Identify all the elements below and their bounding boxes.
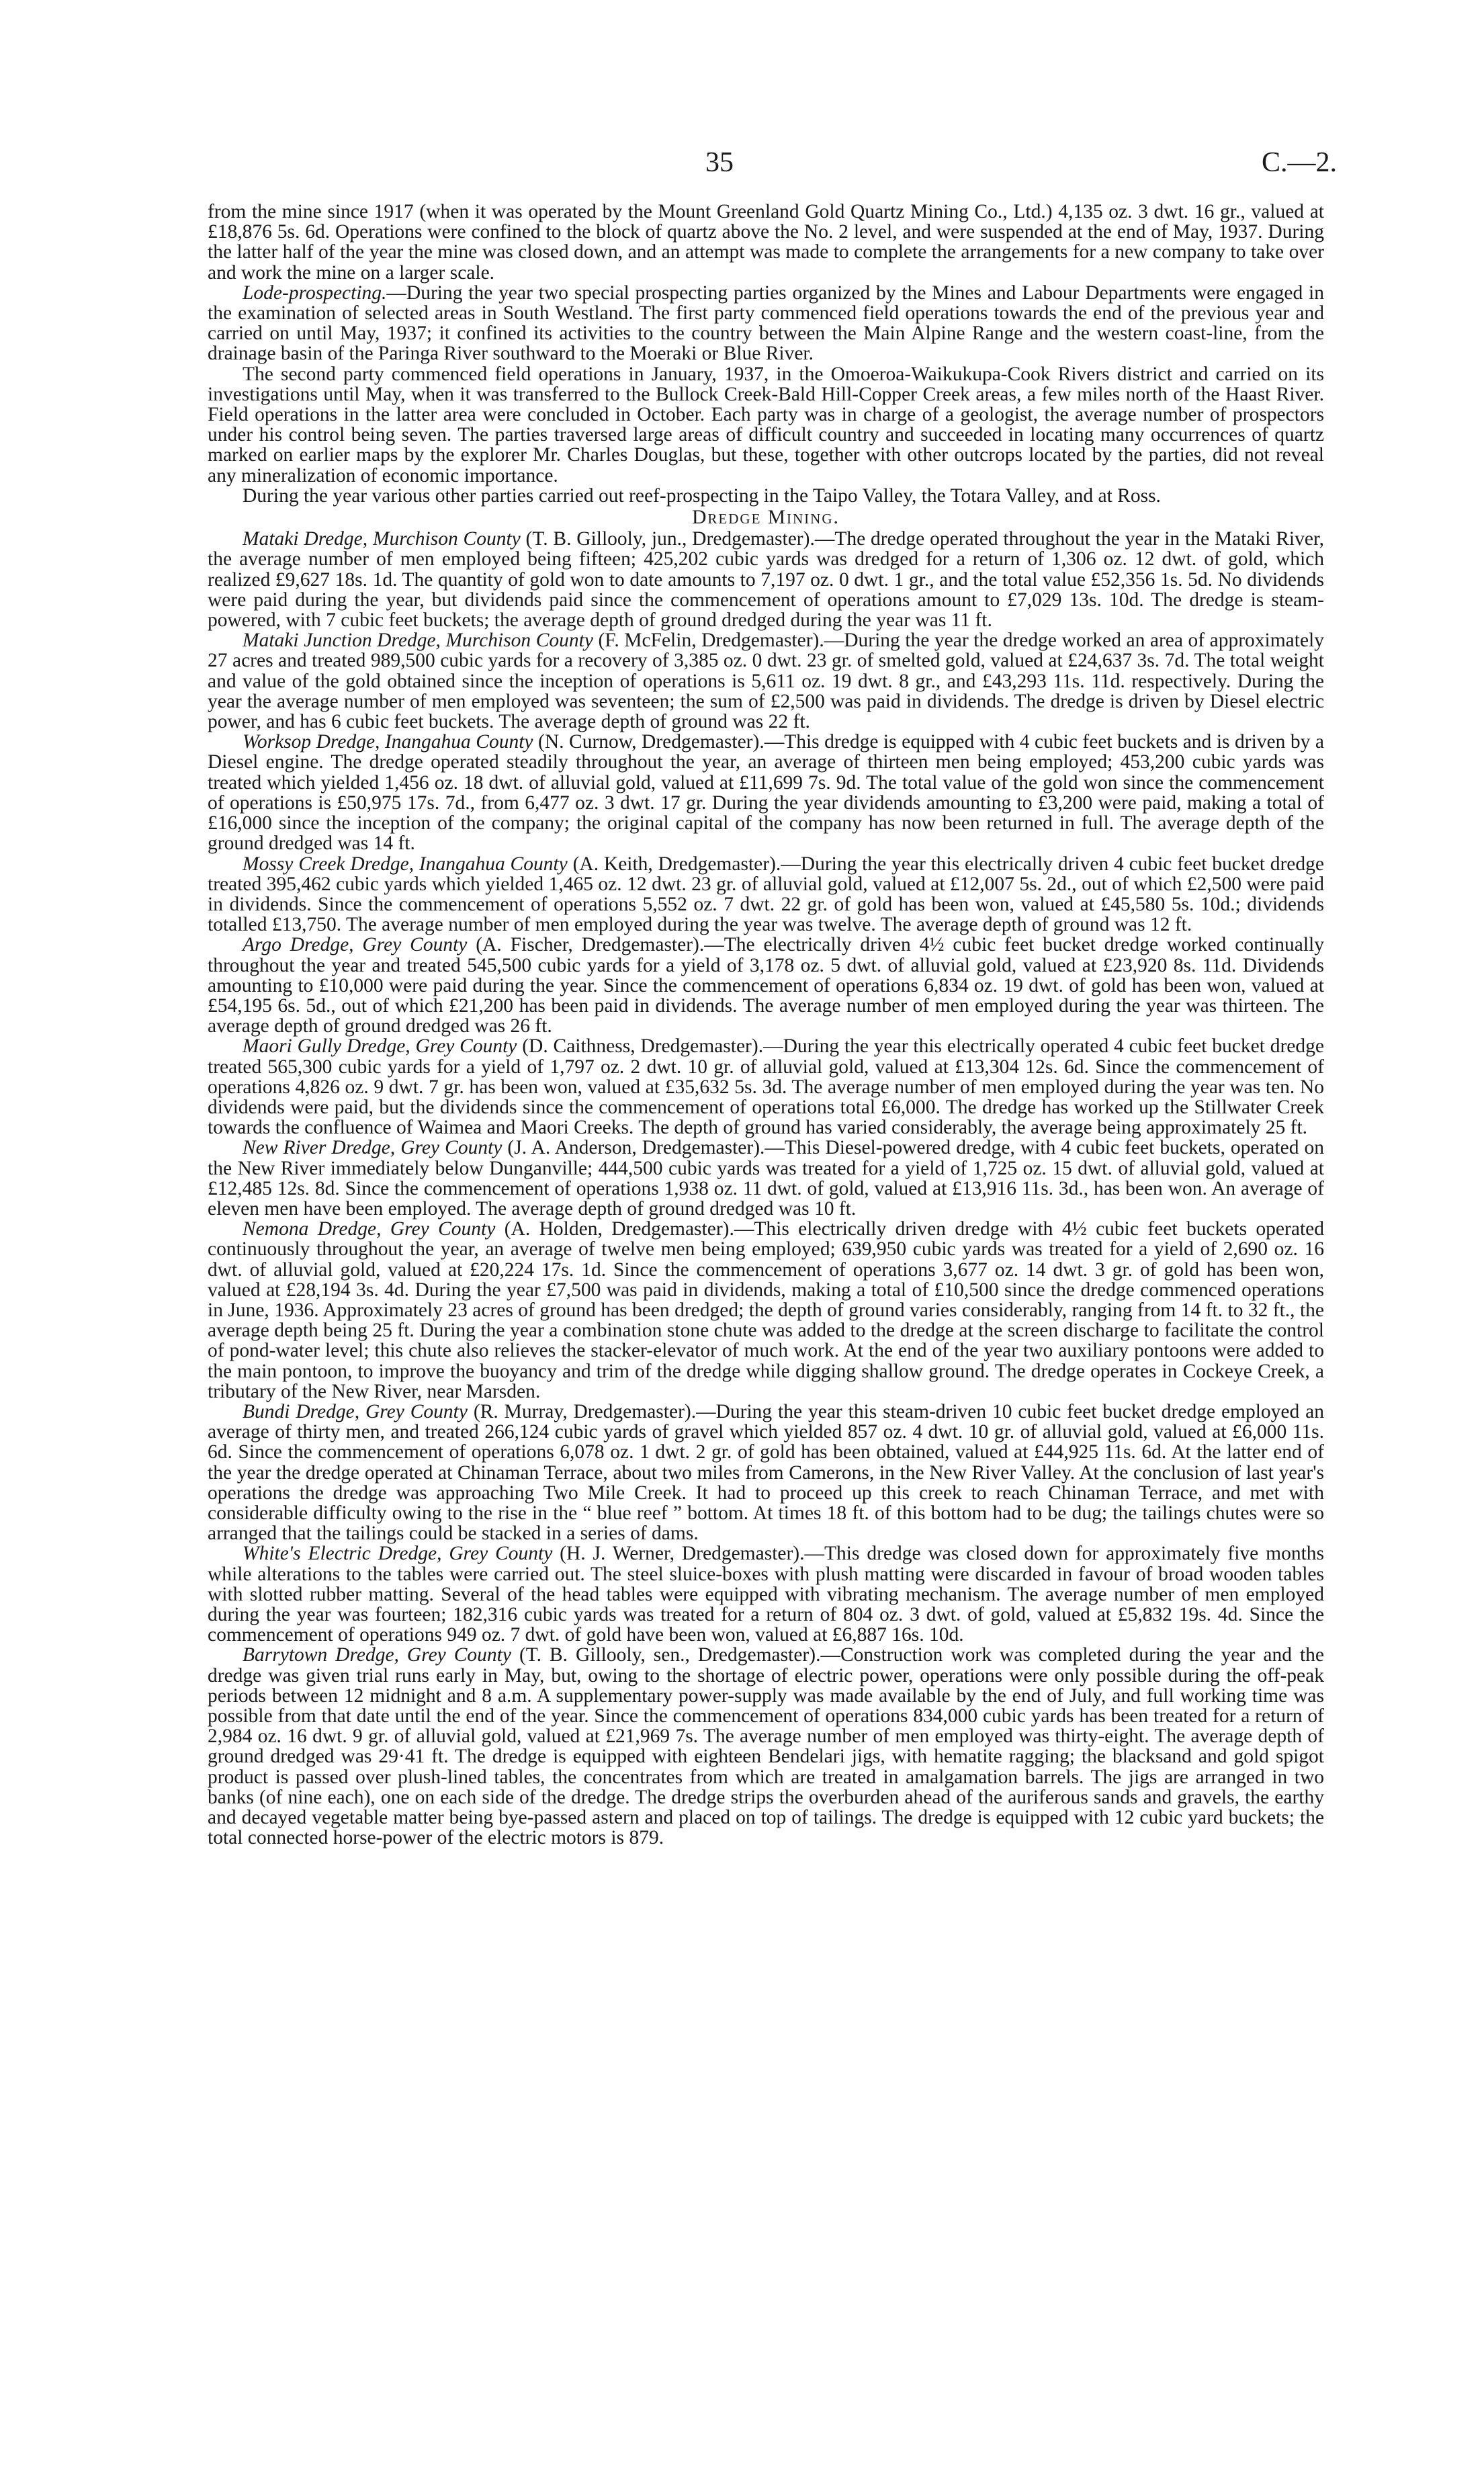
dredge-title: Worksop Dredge, Inangahua County <box>243 731 533 753</box>
dredge-text: (H. J. Werner, Dredgemaster).—This dredge was closed down for approximately five months while alterations to the tables were carried out. The steel sluice-boxes with plush matting were discarded in favour of broad wooden tables with slotted rubber matting. Several of the head tables were equipped with vibrating mechanism. The average number of men employed during the year was fourteen; 182,316 cubic yards was treated for a return of 804 oz. 3 dwt. of gold, valued at £5,832 19s. 4d. Since the commencement of operations 949 oz. 7 dwt. of gold have been won, valued at £6,887 16s. 10d. <box>208 1543 1324 1646</box>
dredge-text: (D. Caithness, Dredgemaster).—During the year this electrically operated 4 cubic feet bucket dredge treated 565,300 cubic yards for a yield of 1,797 oz. 2 dwt. 10 gr. of alluvial gold, valued at £13,304 12s. 6d. Since the commencement of operations 4,826 oz. 9 dwt. 7 gr. has been won, valued at £35,632 5s. 3d. The average number of men employed during the year was ten. No dividends were paid, but the dividends since the commencement of operations total £6,000. The dredge has worked up the Stillwater Creek towards the confluence of Waimea and Maori Creeks. The depth of ground has varied considerably, the average being approximately 25 ft. <box>208 1035 1324 1139</box>
other-parties-paragraph: During the year various other parties carried out reef-prospecting in the Taipo Valley, the Totara Valley, and at Ross. <box>243 484 1161 507</box>
dredge-text: (A. Fischer, Dredgemaster).—The electrically driven 4½ cubic feet bucket dredge worked continually throughout the year and treated 545,500 cubic yards for a yield of 3,178 oz. 5 dwt. of alluvial gold, valued at £23,920 8s. 11d. Dividends amounting to £10,000 were paid during the year. Since the commencement of operations 6,834 oz. 19 dwt. of gold has been won, valued at £54,195 6s. 5d., out of which £21,200 has been paid in dividends. The average number of men employed during the year was thirteen. The average depth of ground dredged was 26 ft. <box>208 934 1324 1037</box>
dredge-title: Mossy Creek Dredge, Inangahua County <box>243 853 568 875</box>
second-party-paragraph: The second party commenced field operations in January, 1937, in the Omoeroa-Waikukupa-Cook Rivers district and carried on its investigations until May, when it was transferred to the Bullock Creek-Bald Hill-Copper Creek areas, a few miles north of the Haast River. Field operations in the latter area were concluded in October. Each party was in charge of a geologist, the average number of prospectors under his control being seven. The parties traversed large areas of difficult country and succeeded in locating many occurrences of quartz marked on earlier maps by the explorer Mr. Charles Douglas, but these, together with other outcrops located by the parties, did not reveal any mineralization of economic importance. <box>208 363 1324 486</box>
dredge-entry <box>208 1036 1324 1138</box>
lode-prospecting-title: Lode-prospecting. <box>243 282 387 304</box>
intro-paragraph: from the mine since 1917 (when it was operated by the Mount Greenland Gold Quartz Mining Co., Ltd.) 4,135 oz. 3 dwt. 16 gr., valued at £18,876 5s. 6d. Operations were confined to the block of quartz above the No. 2 level, and were suspended at the end of May, 1937. During the latter half of the year the mine was closed down, and an attempt was made to complete the arrangements for a new company to take over and work the mine on a larger scale. <box>208 201 1324 284</box>
lode-prospecting-paragraph <box>208 283 1324 364</box>
dredge-entry <box>208 1402 1324 1543</box>
dredge-title: Mataki Dredge, Murchison County <box>243 528 521 550</box>
dredge-entry <box>208 1138 1324 1219</box>
dredge-entry <box>208 630 1324 732</box>
dredge-title: Argo Dredge, Grey County <box>243 934 468 956</box>
dredge-title: Barrytown Dredge, Grey County <box>243 1644 511 1666</box>
page-header <box>0 146 1484 187</box>
dredge-text: (R. Murray, Dredgemaster).—During the year this steam-driven 10 cubic feet bucket dredge employed an average of thirty men, and treated 266,124 cubic yards of gravel which yielded 857 oz. 4 dwt. 10 gr. of alluvial gold, valued at £6,000 11s. 6d. Since the commencement of operations 6,078 oz. 1 dwt. 2 gr. of gold has been obtained, valued at £44,925 11s. 6d. At the latter end of the year the dredge operated at Chinaman Terrace, about two miles from Camerons, in the New River Valley. At the conclusion of last year's operations the dredge was approaching Two Mile Creek. It had to proceed up this creek to reach Chinaman Terrace, and met with considerable difficulty owing to the rise in the “ blue reef ” bottom. At times 18 ft. of this bottom had to be dug; the tailings chutes were so arranged that the tailings could be stacked in a series of dams. <box>208 1400 1325 1545</box>
document-reference: C.—2. <box>1262 147 1338 178</box>
dredge-title: White's Electric Dredge, Grey County <box>243 1543 553 1565</box>
dredge-entry <box>208 1543 1324 1645</box>
dredge-entry <box>208 854 1324 935</box>
dredge-text: (F. McFelin, Dredgemaster).—During the year the dredge worked an area of approximately 27 acres and treated 989,500 cubic yards for a recovery of 3,385 oz. 0 dwt. 23 gr. of smelted gold, valued at £24,637 3s. 7d. The total weight and value of the gold obtained since the inception of operations is 5,611 oz. 19 dwt. 8 gr., and £43,293 11s. 11d. respectively. During the year the average number of men employed was seventeen; the sum of £2,500 was paid in dividends. The dredge is driven by Diesel electric power, and has 6 cubic feet buckets. The average depth of ground was 22 ft. <box>208 630 1324 733</box>
dredge-text: (J. A. Anderson, Dredgemaster).—This Diesel-powered dredge, with 4 cubic feet buckets, operated on the New River immediately below Dunganville; 444,500 cubic yards was treated for a yield of 1,725 oz. 15 dwt. of alluvial gold, valued at £12,485 12s. 8d. Since the commencement of operations 1,938 oz. 11 dwt. of gold, valued at £13,916 11s. 3d., has been won. An average of eleven men have been employed. The average depth of ground dredged was 10 ft. <box>208 1137 1324 1220</box>
dredge-title: New River Dredge, Grey County <box>243 1137 503 1159</box>
dredge-text: (A. Keith, Dredgemaster).—During the year this electrically driven 4 cubic feet bucket dredge treated 395,462 cubic yards which yielded 1,465 oz. 12 dwt. 23 gr. of alluvial gold, valued at £12,007 5s. 2d., out of which £2,500 were paid in dividends. Since the commencement of operations 5,552 oz. 7 dwt. 22 gr. of gold has been won, valued at £45,580 5s. 10d.; dividends totalled £13,750. The average number of men employed during the year was twelve. The average depth of ground was 12 ft. <box>208 853 1324 936</box>
dredge-text: (N. Curnow, Dredgemaster).—This dredge is equipped with 4 cubic feet buckets and is driven by a Diesel engine. The dredge operated steadily throughout the year, an average of thirteen men being employed; 453,200 cubic yards was treated which yielded 1,456 oz. 18 dwt. of alluvial gold, valued at £11,699 7s. 9d. The total value of the gold won since the commencement of operations is £50,975 17s. 7d., from 6,477 oz. 3 dwt. 17 gr. During the year dividends amounting to £3,200 were paid, making a total of £16,000 since the inception of the company; the original capital of the company has now been returned in full. The average depth of the ground dredged was 14 ft. <box>208 731 1324 855</box>
dredge-entry <box>208 935 1324 1036</box>
dredge-text: (T. B. Gillooly, sen., Dredgemaster).—Construction work was completed during the year and the dredge was given trial runs early in May, but, owing to the shortage of electric power, operations were only possible during the off-peak periods between 12 midnight and 8 a.m. A supplementary power-supply was made available by the end of July, and full working time was possible from that date until the end of the year. Since the commencement of operations 834,000 cubic yards has been treated for a return of 2,984 oz. 16 dwt. 9 gr. of alluvial gold, valued at £21,969 7s. The average number of men employed was thirty-eight. The average depth of ground dredged was 29·41 ft. The dredge is equipped with eighteen Bendelari jigs, with hematite ragging; the blacksand and gold spigot product is passed over plush-lined tables, the concentrates from which are treated in amalgamation barrels. The jigs are arranged in two banks (of nine each), one on each side of the dredge. The dredge strips the overburden ahead of the auriferous sands and gravels, the earthy and decayed vegetable matter being bye-passed astern and placed on top of tailings. The dredge is equipped with 12 cubic yard buckets; the total connected horse-power of the electric motors is 879. <box>208 1644 1324 1849</box>
dredge-text: (T. B. Gillooly, jun., Dredgemaster).—The dredge operated throughout the year in the Mataki River, the average number of men employed being fifteen; 425,202 cubic yards was dredged for a return of 1,306 oz. 12 dwt. of gold, which realized £9,627 18s. 1d. The quantity of gold won to date amounts to 7,197 oz. 0 dwt. 1 gr., and the total value £52,356 1s. 5d. No dividends were paid during the year, but dividends paid since the commencement of operations amount to £7,029 13s. 10d. The dredge is steam-powered, with 7 cubic feet buckets; the average depth of ground dredged during the year was 11 ft. <box>208 528 1324 632</box>
dredge-title: Maori Gully Dredge, Grey County <box>243 1035 517 1058</box>
body-text <box>208 202 1324 1848</box>
lode-prospecting-text: —During the year two special prospecting parties organized by the Mines and Labour Departments were engaged in the examination of selected areas in South Westland. The first party commenced field operations towards the end of the previous year and carried on until May, 1937; it confined its activities to the country between the Main Alpine Range and the western coast-line, from the drainage basin of the Paringa River southward to the Moeraki or Blue River. <box>208 282 1324 365</box>
dredge-entry <box>208 732 1324 853</box>
dredge-title: Nemona Dredge, Grey County <box>243 1218 496 1240</box>
dredge-entry <box>208 529 1324 630</box>
dredge-title: Bundi Dredge, Grey County <box>243 1400 468 1422</box>
page-number: 35 <box>705 147 734 178</box>
dredge-entry <box>208 1219 1324 1402</box>
dredge-title: Mataki Junction Dredge, Murchison County <box>243 630 593 652</box>
dredge-text: (A. Holden, Dredgemaster).—This electrically driven dredge with 4½ cubic feet buckets operated continuously throughout the year, an average of twelve men being employed; 639,950 cubic yards was treated for a yield of 2,690 oz. 16 dwt. of alluvial gold, valued at £20,224 17s. 1d. Since the commencement of operations 3,677 oz. 14 dwt. 3 gr. of gold has been won, valued at £28,194 3s. 4d. During the year £7,500 was paid in dividends, making a total of £10,500 since the dredge commenced operations in June, 1936. Approximately 23 acres of ground has been dredged; the depth of ground varies considerably, ranging from 14 ft. to 32 ft., the average depth being 25 ft. During the year a combination stone chute was added to the dredge at the screen discharge to facilitate the control of pond-water level; this chute also relieves the stacker-elevator of much work. At the end of the year two auxiliary pontoons were added to the main pontoon, to improve the buoyancy and trim of the dredge while digging shallow ground. The dredge operates in Cockeye Creek, a tributary of the New River, near Marsden. <box>208 1218 1324 1402</box>
dredge-mining-heading: Dredge Mining. <box>692 507 840 529</box>
dredge-entry <box>208 1645 1324 1848</box>
